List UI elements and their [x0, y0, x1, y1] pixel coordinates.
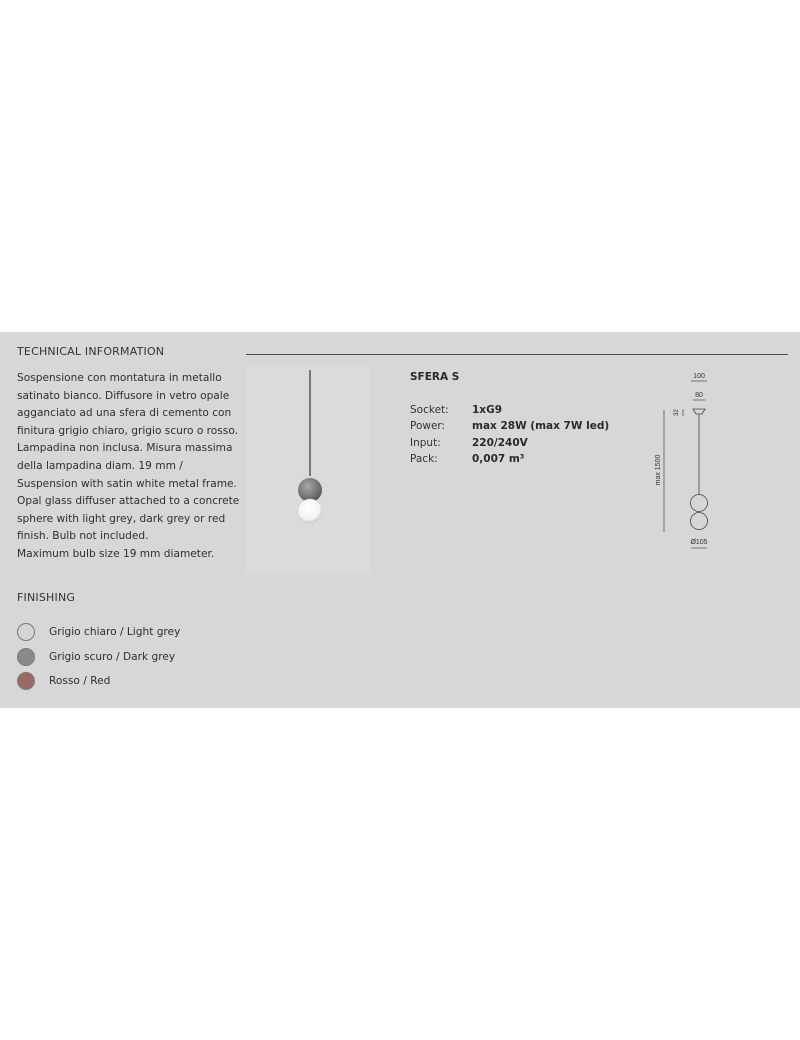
section-divider	[246, 354, 788, 355]
description-line: Lampadina non inclusa. Misura massima	[17, 442, 233, 455]
finish-label: Grigio scuro / Dark grey	[49, 650, 176, 663]
spec-value: 0,007 m³	[472, 452, 525, 465]
spec-value: max 28W (max 7W led)	[472, 420, 610, 433]
description-line: agganciato ad una sfera di cemento con	[17, 407, 232, 420]
model-name: SFERA S	[410, 371, 460, 383]
dim-top-label: 100	[693, 373, 705, 380]
description-line: Maximum bulb size 19 mm diameter.	[17, 547, 215, 560]
dim-canopy-label: 80	[695, 392, 703, 399]
description-line: della lampadina diam. 19 mm /	[17, 459, 183, 472]
description-line: finish. Bulb not included.	[17, 530, 149, 543]
spec-label: Socket:	[410, 404, 449, 416]
color-swatch-light-grey	[17, 623, 35, 641]
description-line: Suspension with satin white metal frame.	[17, 477, 237, 490]
technical-title: TECHNICAL INFORMATION	[17, 345, 165, 358]
spec-label: Input:	[410, 436, 441, 449]
spec-row-socket	[410, 402, 609, 418]
dim-length-label: max 1500	[655, 454, 662, 486]
dim-diameter-label: Ø105	[690, 539, 708, 546]
description-line: Sospensione con montatura in metallo	[17, 372, 222, 384]
pendant-lamp-image	[246, 366, 370, 574]
finish-label: Rosso / Red	[49, 675, 111, 688]
spec-row-power	[410, 418, 609, 434]
color-swatch-red	[17, 672, 35, 690]
finish-list	[17, 620, 180, 694]
finish-label: Grigio chiaro / Light grey	[49, 626, 181, 639]
description-line: finitura grigio chiaro, grigio scuro o rosso.	[17, 424, 238, 437]
product-photo	[246, 366, 370, 574]
description-line: sphere with light grey, dark grey or red	[17, 512, 226, 525]
finish-option-light-grey	[17, 620, 180, 645]
description-line: Opal glass diffuser attached to a concrete	[17, 495, 240, 508]
description-line: satinato bianco. Diffusore in vetro opale	[17, 389, 230, 402]
product-description	[17, 370, 242, 564]
technical-drawing	[640, 366, 740, 556]
finishing-title: FINISHING	[17, 591, 76, 604]
dimension-drawing	[640, 366, 740, 556]
spec-value: 1xG9	[472, 404, 503, 416]
specs-table	[410, 402, 609, 467]
spec-row-pack	[410, 451, 609, 467]
color-swatch-dark-grey	[17, 648, 35, 666]
dim-canopy-height-label: 32	[674, 409, 680, 416]
finish-option-dark-grey	[17, 645, 180, 670]
spec-row-input	[410, 435, 609, 451]
finish-option-red	[17, 669, 180, 694]
spec-label: Pack:	[410, 452, 438, 465]
spec-label: Power:	[410, 420, 446, 433]
spec-value: 220/240V	[472, 436, 528, 449]
